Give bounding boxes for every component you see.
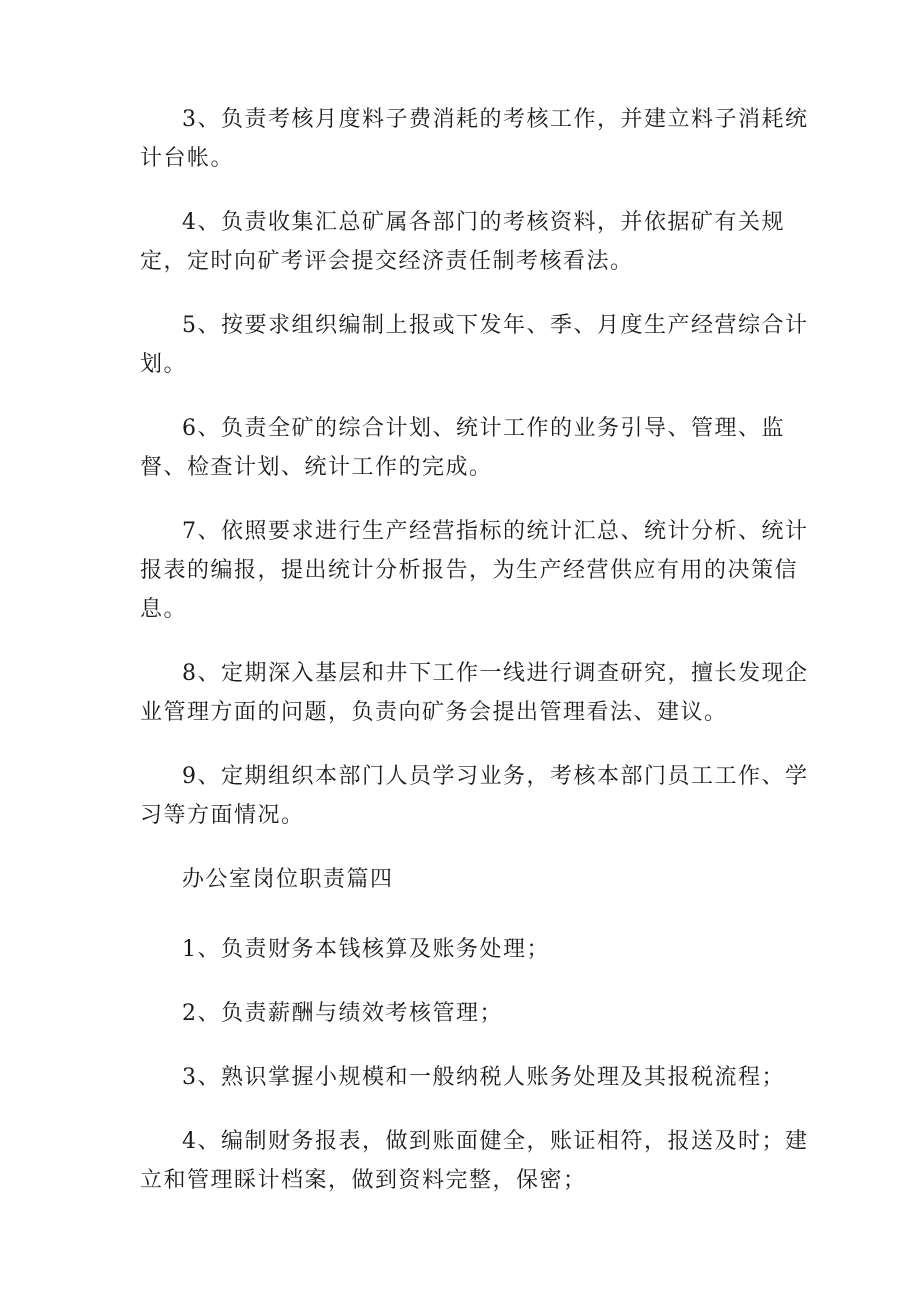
paragraph-item-5: 5、按要求组织编制上报或下发年、季、月度生产经营综合计划。 <box>140 313 809 377</box>
section-title: 办公室岗位职责篇四 <box>182 867 394 892</box>
document-body <box>140 100 820 1225</box>
paragraph-item-7: 7、依照要求进行生产经营指标的统计汇总、统计分析、统计报表的编报，提出统计分析报告，为生产经营供应有用的决策信息。 <box>140 519 809 622</box>
section-item-3: 3、熟识掌握小规模和一般纳税人账务处理及其报税流程； <box>182 1065 785 1090</box>
section-item-4: 4、编制财务报表，做到账面健全，账证相符，报送及时；建立和管理睬计档案，做到资料完整，保密； <box>140 1129 809 1193</box>
section-item-1: 1、负责财务本钱核算及账务处理； <box>182 937 550 962</box>
paragraph-item-8: 8、定期深入基层和井下工作一线进行调查研究，擅长发现企业管理方面的问题，负责向矿务会提出管理看法、建议。 <box>140 661 809 725</box>
paragraph-item-3: 3、负责考核月度料子费消耗的考核工作，并建立料子消耗统计台帐。 <box>140 107 809 171</box>
paragraph-item-4: 4、负责收集汇总矿属各部门的考核资料，并依据矿有关规定，定时向矿考评会提交经济责任制考核看法。 <box>140 210 785 274</box>
paragraph-item-9: 9、定期组织本部门人员学习业务，考核本部门员工工作、学习等方面情况。 <box>140 764 809 828</box>
paragraph-item-6: 6、负责全矿的综合计划、统计工作的业务引导、管理、监督、检查计划、统计工作的完成。 <box>140 416 785 480</box>
section-item-2: 2、负责薪酬与绩效考核管理； <box>182 1001 503 1026</box>
